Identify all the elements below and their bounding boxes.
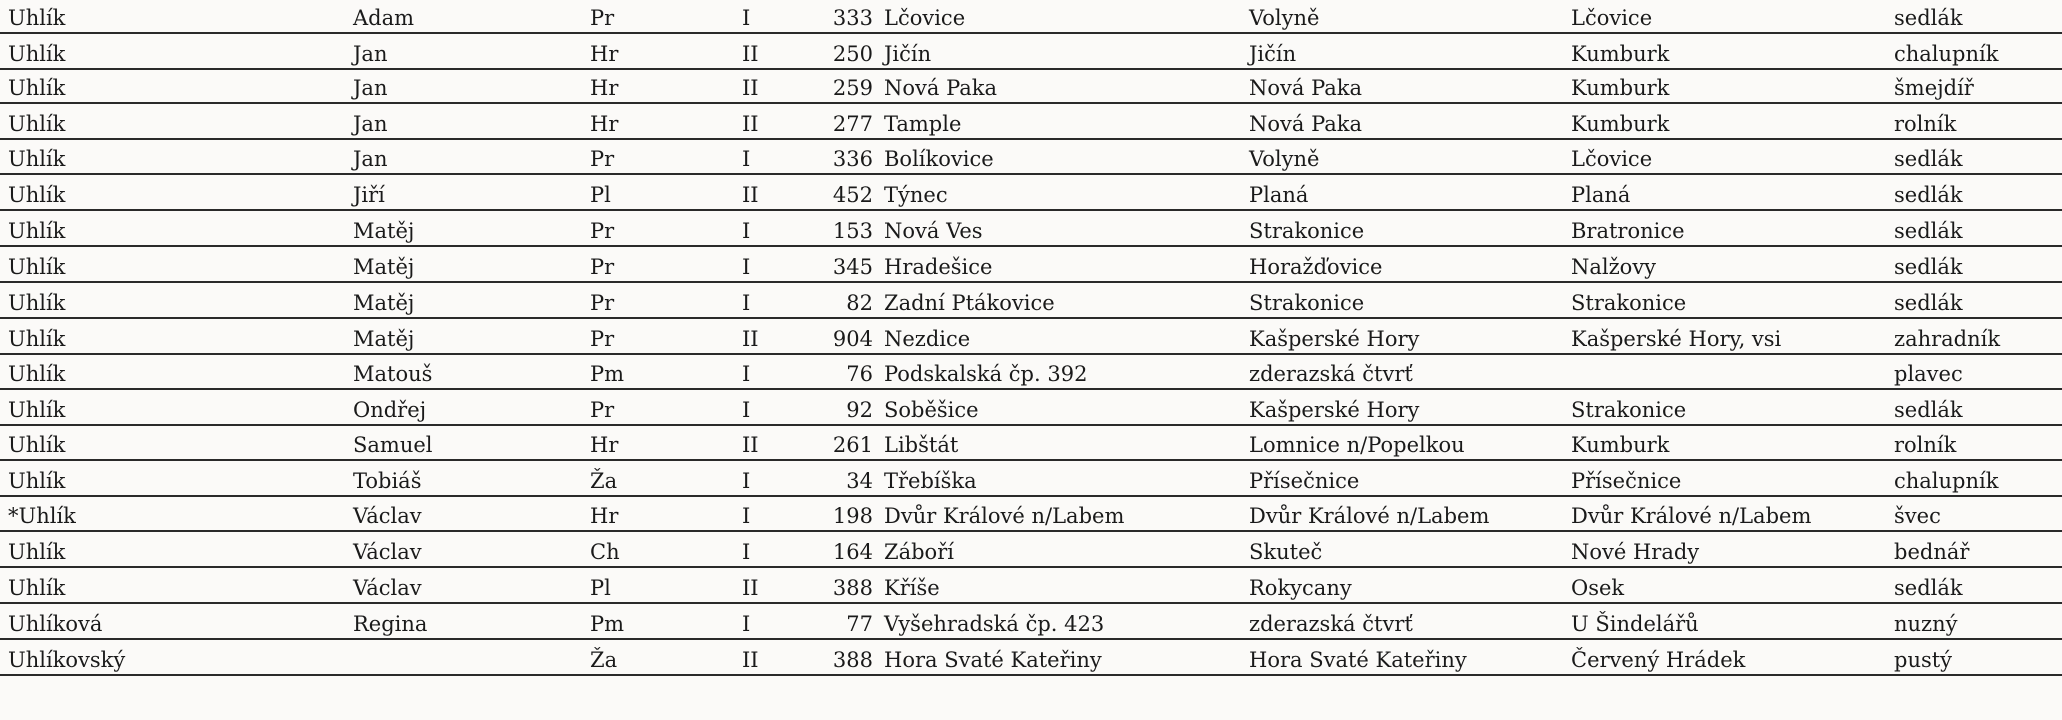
village-cell: Soběšice <box>884 398 979 422</box>
occupation-cell: nuzný <box>1894 612 1958 636</box>
surname-cell: Uhlík <box>8 362 66 386</box>
village-cell: Nová Paka <box>884 76 998 100</box>
estate-cell: Nová Paka <box>1249 76 1363 100</box>
first-name-cell: Matěj <box>353 219 415 243</box>
region-cell: Pm <box>590 612 625 636</box>
first-name-cell: Jan <box>353 112 388 136</box>
occupation-cell: chalupník <box>1894 469 1999 493</box>
occupation-cell: sedlák <box>1894 398 1963 422</box>
village-cell: Libštát <box>884 433 959 457</box>
number-cell: 904 <box>832 327 873 351</box>
estate-cell: Jičín <box>1249 42 1297 66</box>
village-cell: Týnec <box>884 183 948 207</box>
occupation-cell: sedlák <box>1894 147 1963 171</box>
surname-cell: Uhlík <box>8 76 66 100</box>
dominion-cell: Přísečnice <box>1571 469 1682 493</box>
first-name-cell: Matěj <box>353 291 415 315</box>
occupation-cell: sedlák <box>1894 219 1963 243</box>
occupation-cell: šmejdíř <box>1894 76 1974 100</box>
volume-cell: II <box>742 327 759 351</box>
occupation-cell: sedlák <box>1894 576 1963 600</box>
volume-cell: I <box>742 219 751 243</box>
table-row <box>0 34 2062 70</box>
region-cell: Pm <box>590 362 625 386</box>
first-name-cell: Matěj <box>353 327 415 351</box>
first-name-cell: Matouš <box>353 362 433 386</box>
number-cell: 77 <box>846 612 873 636</box>
occupation-cell: rolník <box>1894 433 1957 457</box>
region-cell: Hr <box>590 112 619 136</box>
estate-cell: Strakonice <box>1249 291 1365 315</box>
region-cell: Hr <box>590 42 619 66</box>
region-cell: Ža <box>590 648 618 672</box>
table-row <box>0 0 2062 34</box>
table-row <box>0 426 2062 461</box>
dominion-cell: Strakonice <box>1571 398 1687 422</box>
village-cell: Nová Ves <box>884 219 983 243</box>
surname-cell: Uhlík <box>8 576 66 600</box>
table-row <box>0 461 2062 497</box>
region-cell: Pr <box>590 327 615 351</box>
volume-cell: I <box>742 504 751 528</box>
dominion-cell: Nalžovy <box>1571 255 1657 279</box>
estate-cell: Strakonice <box>1249 219 1365 243</box>
first-name-cell: Jan <box>353 147 388 171</box>
number-cell: 261 <box>832 433 873 457</box>
region-cell: Hr <box>590 433 619 457</box>
volume-cell: II <box>742 576 759 600</box>
dominion-cell: Strakonice <box>1571 291 1687 315</box>
table-row <box>0 140 2062 175</box>
number-cell: 76 <box>846 362 873 386</box>
occupation-cell: plavec <box>1894 362 1963 386</box>
region-cell: Pr <box>590 219 615 243</box>
table-row <box>0 319 2062 355</box>
first-name-cell: Ondřej <box>353 398 427 422</box>
estate-cell: Horažďovice <box>1249 255 1383 279</box>
number-cell: 345 <box>832 255 873 279</box>
first-name-cell: Matěj <box>353 255 415 279</box>
dominion-cell: Červený Hrádek <box>1571 648 1746 672</box>
occupation-cell: pustý <box>1894 648 1953 672</box>
estate-cell: Hora Svaté Kateřiny <box>1249 648 1467 672</box>
village-cell: Tample <box>884 112 962 136</box>
table-row <box>0 283 2062 319</box>
occupation-cell: bednář <box>1894 540 1970 564</box>
table-row <box>0 355 2062 390</box>
dominion-cell: Kumburk <box>1571 76 1670 100</box>
number-cell: 250 <box>832 42 873 66</box>
volume-cell: II <box>742 183 759 207</box>
surname-cell: Uhlík <box>8 147 66 171</box>
number-cell: 82 <box>846 291 873 315</box>
first-name-cell: Adam <box>353 6 415 30</box>
number-cell: 277 <box>832 112 873 136</box>
dominion-cell: Lčovice <box>1571 147 1653 171</box>
estate-cell: Lomnice n/Popelkou <box>1249 433 1465 457</box>
occupation-cell: sedlák <box>1894 183 1963 207</box>
village-cell: Podskalská čp. 392 <box>884 362 1088 386</box>
dominion-cell: Kumburk <box>1571 112 1670 136</box>
volume-cell: II <box>742 76 759 100</box>
surname-cell: Uhlík <box>8 291 66 315</box>
first-name-cell: Václav <box>353 504 422 528</box>
region-cell: Ch <box>590 540 620 564</box>
surname-cell: Uhlíková <box>8 612 103 636</box>
volume-cell: II <box>742 112 759 136</box>
number-cell: 336 <box>832 147 873 171</box>
dominion-cell: Nové Hrady <box>1571 540 1700 564</box>
estate-cell: zderazská čtvrť <box>1249 612 1413 636</box>
first-name-cell: Regina <box>353 612 428 636</box>
volume-cell: I <box>742 147 751 171</box>
estate-cell: Přísečnice <box>1249 469 1360 493</box>
village-cell: Hradešice <box>884 255 993 279</box>
estate-cell: zderazská čtvrť <box>1249 362 1413 386</box>
occupation-cell: zahradník <box>1894 327 2001 351</box>
dominion-cell: Osek <box>1571 576 1625 600</box>
dominion-cell: Kumburk <box>1571 433 1670 457</box>
table-row <box>0 247 2062 283</box>
estate-cell: Nová Paka <box>1249 112 1363 136</box>
first-name-cell: Samuel <box>353 433 433 457</box>
dominion-cell: Lčovice <box>1571 6 1653 30</box>
first-name-cell: Václav <box>353 540 422 564</box>
number-cell: 452 <box>832 183 873 207</box>
surname-cell: Uhlíkovský <box>8 648 126 672</box>
volume-cell: I <box>742 398 751 422</box>
village-cell: Bolíkovice <box>884 147 994 171</box>
surname-cell: Uhlík <box>8 42 66 66</box>
number-cell: 153 <box>832 219 873 243</box>
village-cell: Záboří <box>884 540 954 564</box>
table-row <box>0 211 2062 247</box>
occupation-cell: sedlák <box>1894 6 1963 30</box>
estate-cell: Dvůr Králové n/Labem <box>1249 504 1490 528</box>
dominion-cell: Kumburk <box>1571 42 1670 66</box>
estate-cell: Volyně <box>1249 147 1320 171</box>
village-cell: Dvůr Králové n/Labem <box>884 504 1125 528</box>
surname-cell: Uhlík <box>8 540 66 564</box>
number-cell: 198 <box>832 504 873 528</box>
volume-cell: I <box>742 362 751 386</box>
surname-cell: Uhlík <box>8 183 66 207</box>
dominion-cell: Dvůr Králové n/Labem <box>1571 504 1812 528</box>
surname-cell: Uhlík <box>8 219 66 243</box>
region-cell: Pr <box>590 6 615 30</box>
table-row <box>0 390 2062 426</box>
surname-cell: Uhlík <box>8 255 66 279</box>
volume-cell: II <box>742 648 759 672</box>
table-row <box>0 104 2062 140</box>
dominion-cell: U Šindelářů <box>1571 612 1699 636</box>
village-cell: Kříše <box>884 576 940 600</box>
occupation-cell: rolník <box>1894 112 1957 136</box>
village-cell: Zadní Ptákovice <box>884 291 1055 315</box>
number-cell: 333 <box>832 6 873 30</box>
surname-cell: Uhlík <box>8 112 66 136</box>
dominion-cell: Bratronice <box>1571 219 1685 243</box>
number-cell: 388 <box>832 576 873 600</box>
region-cell: Pr <box>590 147 615 171</box>
volume-cell: I <box>742 6 751 30</box>
first-name-cell: Václav <box>353 576 422 600</box>
volume-cell: I <box>742 255 751 279</box>
dominion-cell: Kašperské Hory, vsi <box>1571 327 1782 351</box>
surname-cell: Uhlík <box>8 433 66 457</box>
volume-cell: I <box>742 469 751 493</box>
number-cell: 388 <box>832 648 873 672</box>
estate-cell: Skuteč <box>1249 540 1323 564</box>
estate-cell: Volyně <box>1249 6 1320 30</box>
number-cell: 259 <box>832 76 873 100</box>
volume-cell: I <box>742 291 751 315</box>
region-cell: Pr <box>590 398 615 422</box>
dominion-cell: Planá <box>1571 183 1631 207</box>
village-cell: Hora Svaté Kateřiny <box>884 648 1102 672</box>
table-row <box>0 532 2062 568</box>
volume-cell: I <box>742 540 751 564</box>
region-cell: Ža <box>590 469 618 493</box>
occupation-cell: švec <box>1894 504 1941 528</box>
village-cell: Třebíška <box>884 469 977 493</box>
surname-cell: Uhlík <box>8 469 66 493</box>
village-cell: Nezdice <box>884 327 971 351</box>
volume-cell: II <box>742 433 759 457</box>
first-name-cell: Jiří <box>353 183 385 207</box>
region-cell: Pr <box>590 291 615 315</box>
table-row <box>0 568 2062 604</box>
region-cell: Pl <box>590 576 611 600</box>
estate-cell: Kašperské Hory <box>1249 327 1420 351</box>
volume-cell: II <box>742 42 759 66</box>
village-cell: Vyšehradská čp. 423 <box>884 612 1105 636</box>
first-name-cell: Tobiáš <box>353 469 422 493</box>
village-cell: Lčovice <box>884 6 966 30</box>
occupation-cell: chalupník <box>1894 42 1999 66</box>
region-cell: Pr <box>590 255 615 279</box>
first-name-cell: Jan <box>353 42 388 66</box>
estate-cell: Planá <box>1249 183 1309 207</box>
surname-cell: Uhlík <box>8 398 66 422</box>
region-cell: Hr <box>590 76 619 100</box>
surname-cell: *Uhlík <box>8 504 76 528</box>
volume-cell: I <box>742 612 751 636</box>
table-row <box>0 70 2062 104</box>
region-cell: Hr <box>590 504 619 528</box>
village-cell: Jičín <box>884 42 932 66</box>
first-name-cell: Jan <box>353 76 388 100</box>
surname-cell: Uhlík <box>8 6 66 30</box>
region-cell: Pl <box>590 183 611 207</box>
number-cell: 92 <box>846 398 873 422</box>
surname-cell: Uhlík <box>8 327 66 351</box>
table-row <box>0 497 2062 532</box>
table-row <box>0 640 2062 676</box>
estate-cell: Rokycany <box>1249 576 1352 600</box>
estate-cell: Kašperské Hory <box>1249 398 1420 422</box>
table-row <box>0 175 2062 211</box>
occupation-cell: sedlák <box>1894 291 1963 315</box>
number-cell: 34 <box>846 469 873 493</box>
number-cell: 164 <box>832 540 873 564</box>
table-row <box>0 604 2062 640</box>
occupation-cell: sedlák <box>1894 255 1963 279</box>
